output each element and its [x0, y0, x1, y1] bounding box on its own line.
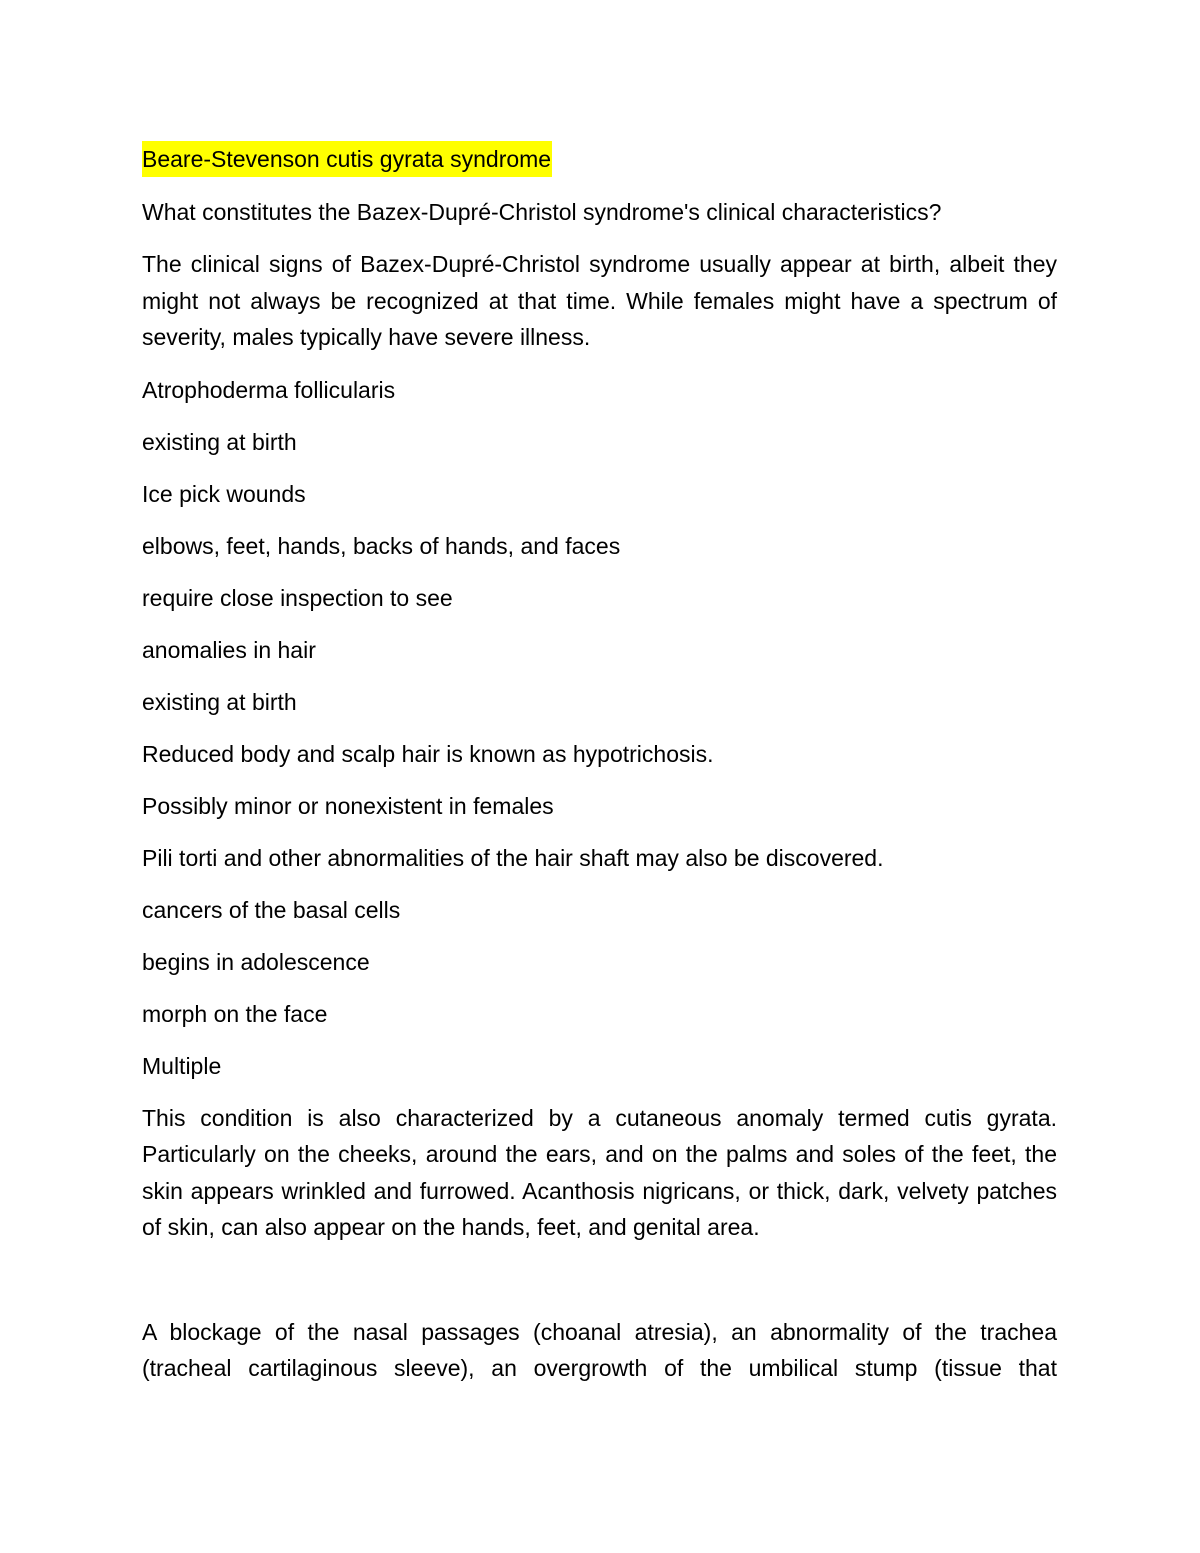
intro-paragraph: The clinical signs of Bazex-Dupré-Christol syndrome usually appear at birth, albeit they might not always be recognized at that time. While females might have a spectrum of severity, males typically have severe illness.	[142, 251, 1057, 350]
list-item: cancers of the basal cells	[142, 896, 401, 923]
list-item: require close inspection to see	[142, 584, 453, 611]
list-item: morph on the face	[142, 1000, 328, 1027]
list-item: begins in adolescence	[142, 948, 370, 975]
list-item: Possibly minor or nonexistent in females	[142, 792, 554, 819]
list-item: Pili torti and other abnormalities of the hair shaft may also be discovered.	[142, 844, 884, 871]
list-item: Multiple	[142, 1052, 222, 1079]
list-item: elbows, feet, hands, backs of hands, and faces	[142, 532, 621, 559]
list-item: Atrophoderma follicularis	[142, 376, 396, 403]
list-item: existing at birth	[142, 428, 297, 455]
final-paragraph: A blockage of the nasal passages (choanal atresia), an abnormality of the trachea (tracheal cartilaginous sleeve), an overgrowth of the umbilical stump (tissue that	[142, 1318, 1057, 1381]
cutis-gyrata-paragraph: This condition is also characterized by a cutaneous anomaly termed cutis gyrata. Particularly on the cheeks, around the ears, and on the palms and soles of the feet, the skin appears wrinkled and furrowed. Acanthosis nigricans, or thick, dark, velvety patches of skin, can also appear on the hands, feet, and genital area.	[142, 1104, 1057, 1240]
list-item: anomalies in hair	[142, 636, 316, 663]
list-item: existing at birth	[142, 688, 297, 715]
question-line: What constitutes the Bazex-Dupré-Christol syndrome's clinical characteristics?	[142, 198, 942, 225]
list-item: Reduced body and scalp hair is known as hypotrichosis.	[142, 740, 714, 767]
document-title: Beare-Stevenson cutis gyrata syndrome	[142, 141, 552, 177]
document-title-line	[142, 141, 1057, 178]
document-page	[142, 141, 1057, 1387]
list-item: Ice pick wounds	[142, 480, 306, 507]
